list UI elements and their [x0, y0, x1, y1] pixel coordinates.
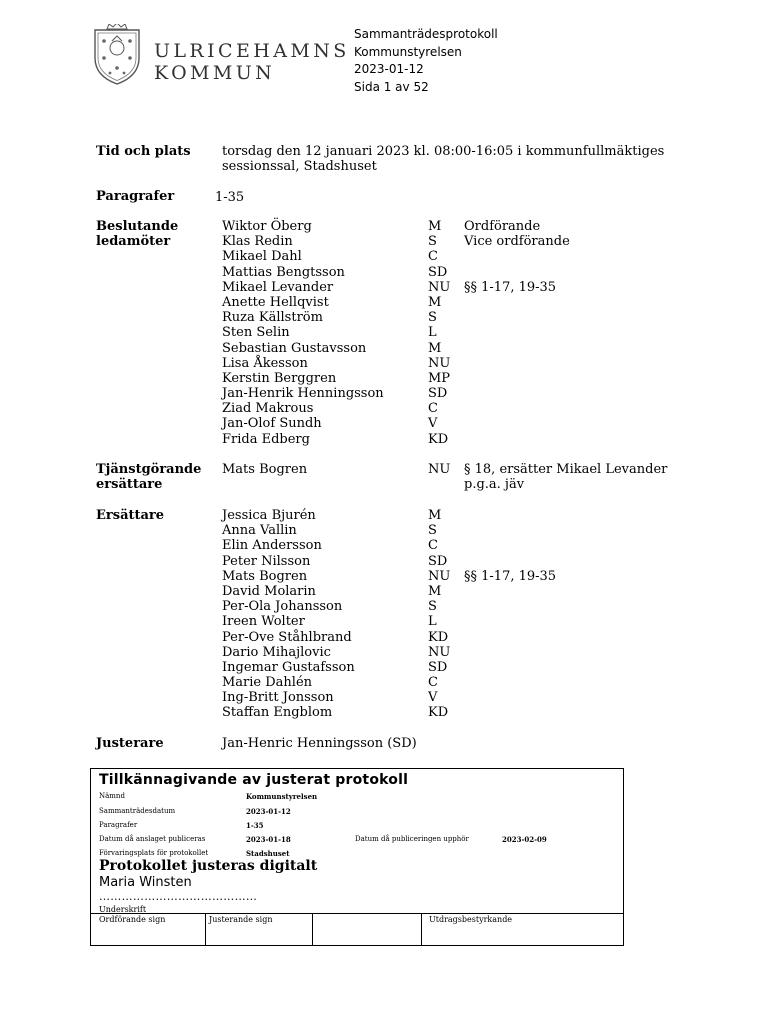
- member-party: S: [428, 310, 437, 326]
- org-name-line2: KOMMUN: [154, 62, 276, 84]
- underskrift-label: Underskrift: [99, 905, 147, 914]
- sign-divider-3: [421, 914, 422, 946]
- member-party: M: [428, 219, 442, 234]
- member-name: Jan-Olof Sundh: [222, 416, 322, 432]
- notice-namnd-label: Nämnd: [99, 792, 125, 800]
- member-party: KD: [428, 431, 449, 447]
- member-party: L: [428, 614, 437, 630]
- notice-upphor-label: Datum då publiceringen upphör: [355, 835, 469, 843]
- member-name: Ruza Källström: [222, 310, 323, 326]
- member-party: M: [428, 294, 442, 310]
- member-name: Elin Andersson: [222, 538, 322, 554]
- signer-name: Maria Winsten: [99, 875, 192, 890]
- member-name: Klas Redin: [222, 234, 293, 250]
- tjanstgorande-name: Mats Bogren: [222, 462, 308, 477]
- sign-ordforande: Ordförande sign: [99, 915, 166, 924]
- member-note: Vice ordförande: [464, 234, 570, 250]
- member-name: Kerstin Berggren: [222, 370, 337, 386]
- member-note: §§ 1-17, 19-35: [464, 568, 557, 584]
- member-name: Frida Edberg: [222, 431, 310, 447]
- sign-utdrag: Utdragsbestyrkande: [429, 915, 513, 924]
- notice-forvaring-label: Förvaringsplats för protokollet: [99, 849, 209, 857]
- notice-datum-label: Sammanträdesdatum: [99, 807, 176, 815]
- member-name: Ziad Makrous: [222, 401, 314, 417]
- page-number: Sida 1 av 52: [354, 79, 429, 94]
- justerare-label: Justerare: [96, 736, 164, 751]
- signature-row: [91, 913, 623, 946]
- tjanstgorande-party: NU: [428, 462, 451, 477]
- member-name: Dario Mihajlovic: [222, 644, 331, 660]
- member-name: Wiktor Öberg: [222, 219, 312, 234]
- org-name-line1: ULRICEHAMNS: [154, 40, 350, 62]
- member-party: KD: [428, 629, 449, 645]
- justerare-value: Jan-Henric Henningsson (SD): [222, 736, 417, 751]
- member-name: Peter Nilsson: [222, 553, 311, 569]
- sign-divider-1: [205, 914, 206, 946]
- notice-paragrafer-value: 1-35: [246, 821, 264, 830]
- member-note: Ordförande: [464, 219, 541, 234]
- member-name: Ireen Wolter: [222, 614, 305, 630]
- notice-upphor-value: 2023-02-09: [502, 835, 547, 844]
- member-party: NU: [428, 644, 451, 660]
- member-party: M: [428, 340, 442, 356]
- member-party: SD: [428, 553, 448, 569]
- member-name: Sten Selin: [222, 325, 290, 341]
- member-name: Ing-Britt Jonsson: [222, 690, 334, 706]
- member-name: Jessica Bjurén: [222, 508, 316, 523]
- tjanstgorande-label-1: Tjänstgörande: [96, 462, 202, 477]
- member-party: C: [428, 675, 438, 691]
- tid-och-plats-line2: sessionssal, Stadshuset: [222, 159, 377, 174]
- tjanstgorande-note-2: p.g.a. jäv: [464, 477, 525, 492]
- member-name: Sebastian Gustavsson: [222, 340, 367, 356]
- signature-dotted-line: ……………………………………: [99, 890, 258, 903]
- member-party: S: [428, 599, 437, 615]
- tid-och-plats-line1: torsdag den 12 januari 2023 kl. 08:00-16:05 i kommunfullmäktiges: [222, 144, 665, 159]
- member-name: Mikael Dahl: [222, 249, 302, 265]
- member-party: NU: [428, 355, 451, 371]
- member-name: Marie Dahlén: [222, 675, 313, 691]
- member-name: Mats Bogren: [222, 568, 308, 584]
- member-party: V: [428, 416, 438, 432]
- member-party: M: [428, 583, 442, 599]
- member-party: C: [428, 538, 438, 554]
- member-name: David Molarin: [222, 583, 316, 599]
- member-name: Staffan Engblom: [222, 705, 333, 721]
- notice-title: Tillkännagivande av justerat protokoll: [99, 772, 409, 788]
- municipality-logo: [92, 24, 350, 86]
- member-party: V: [428, 690, 438, 706]
- paragrafer-value: 1-35: [215, 190, 245, 205]
- tid-och-plats-label: Tid och plats: [96, 144, 191, 159]
- member-party: C: [428, 401, 438, 417]
- notice-anslaget-value: 2023-01-18: [246, 835, 291, 844]
- member-name: Lisa Åkesson: [222, 355, 308, 371]
- member-party: S: [428, 234, 437, 250]
- member-party: C: [428, 249, 438, 265]
- board-name: Kommunstyrelsen: [354, 44, 462, 59]
- coat-of-arms-icon: [92, 24, 142, 86]
- sign-justerande: Justerande sign: [209, 915, 273, 924]
- member-party: S: [428, 523, 437, 539]
- beslutande-label-2: ledamöter: [96, 234, 171, 249]
- member-name: Mikael Levander: [222, 279, 334, 295]
- member-name: Ingemar Gustafsson: [222, 659, 355, 675]
- meeting-date: 2023-01-12: [354, 62, 424, 76]
- member-name: Anette Hellqvist: [222, 294, 329, 310]
- member-name: Per-Ove Ståhlbrand: [222, 629, 352, 645]
- member-name: Per-Ola Johansson: [222, 599, 343, 615]
- member-note: §§ 1-17, 19-35: [464, 279, 557, 295]
- member-name: Anna Vallin: [222, 523, 297, 539]
- notice-anslaget-label: Datum då anslaget publiceras: [99, 835, 206, 843]
- digital-signing-heading: Protokollet justeras digitalt: [99, 858, 318, 874]
- notice-forvaring-value: Stadshuset: [246, 849, 290, 858]
- member-party: MP: [428, 370, 451, 386]
- member-party: KD: [428, 705, 449, 721]
- member-party: L: [428, 325, 437, 341]
- ersattare-label: Ersättare: [96, 508, 165, 523]
- member-party: SD: [428, 659, 448, 675]
- sign-divider-2: [312, 914, 313, 946]
- paragrafer-label: Paragrafer: [96, 189, 175, 204]
- document-type: Sammanträdesprotokoll: [354, 27, 498, 41]
- notice-namnd-value: Kommunstyrelsen: [246, 792, 318, 801]
- document-meta: [354, 26, 498, 96]
- member-party: SD: [428, 386, 448, 402]
- member-party: NU: [428, 568, 451, 584]
- tjanstgorande-note-1: § 18, ersätter Mikael Levander: [464, 462, 668, 477]
- notice-datum-value: 2023-01-12: [246, 807, 291, 816]
- member-party: NU: [428, 279, 451, 295]
- member-party: SD: [428, 264, 448, 280]
- member-name: Jan-Henrik Henningsson: [222, 386, 384, 402]
- beslutande-label-1: Beslutande: [96, 219, 179, 234]
- notice-paragrafer-label: Paragrafer: [99, 821, 138, 829]
- member-name: Mattias Bengtsson: [222, 264, 345, 280]
- member-party: M: [428, 508, 442, 523]
- tjanstgorande-label-2: ersättare: [96, 477, 163, 492]
- notice-box: [90, 768, 624, 946]
